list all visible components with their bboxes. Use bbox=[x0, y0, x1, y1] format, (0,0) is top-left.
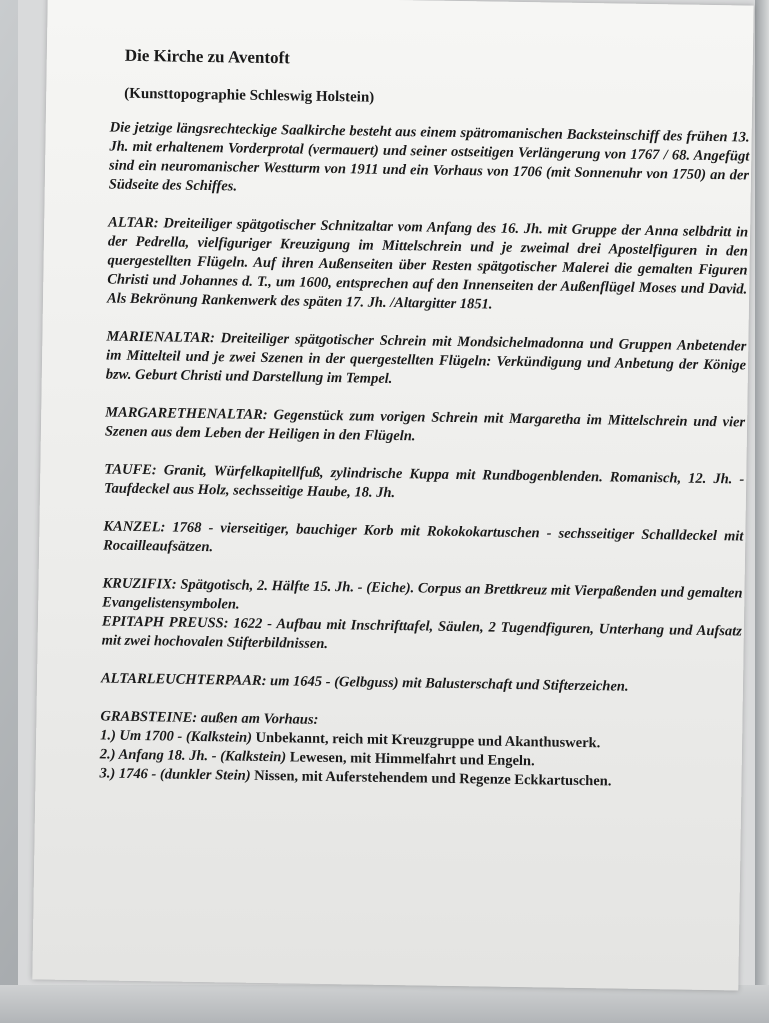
grabsteine-section bbox=[99, 707, 740, 793]
kanzel-paragraph: KANZEL: 1768 - vierseitiger, bauchiger Korb mit Rokokokartuschen - sechsseitiger Schalldeckel mit Rocailleaufsätzen. bbox=[103, 518, 744, 556]
grabstein-item-2-text: Lewesen, mit Himmelfahrt und Engeln. bbox=[286, 749, 535, 770]
marienaltar-paragraph: MARIENALTAR: Dreiteiliger spätgotischer Schrein mit Mondsichelmadonna und Gruppen Anbetender im Mittelteil und je zwei Szenen in der quergestellten Flügeln: Verkündigung und Anbetung der Könige bzw. Geburt Christi und Darstellung im Tempel. bbox=[105, 328, 747, 387]
taufe-paragraph: TAUFE: Granit, Würfelkapitellfuß, zylindrische Kuppa mit Rundbogenblenden. Romanisch, 12. Jh. - Taufdeckel aus Holz, sechsseitige Haube, 18. Jh. bbox=[103, 461, 745, 502]
intro-paragraph: Die jetzige längsrechteckige Saalkirche besteht aus einem spätromanischen Backsteinschiff des frühen 13. Jh. mit erhaltenem Vorderprotal (vermauert) und seiner ostseitigen Verlängerung von 1767 / 68. Angefügt sind ein neuromanischer Westturm von 1911 und ein Vorhaus von 1706 (mit Sonnenuhr von 1750) an der Südseite des Schiffes. bbox=[108, 119, 750, 195]
altarleuchter-paragraph: ALTARLEUCHTERPAAR: um 1645 - (Gelbguss) mit Balusterschaft und Stifterzeichen. bbox=[100, 670, 629, 695]
frame-right-edge bbox=[755, 0, 769, 1023]
margarethenaltar-paragraph: MARGARETHENALTAR: Gegenstück zum vorigen Schrein mit Margaretha im Mittelschrein und vier Szenen aus dem Leben der Heiligen in den Flügeln. bbox=[104, 404, 746, 445]
grabsteine-heading: GRABSTEINE: außen am Vorhaus: bbox=[100, 708, 319, 728]
grabstein-item-3-date: 3.) 1746 - (dunkler Stein) bbox=[99, 765, 251, 784]
grabstein-item-1-date: 1.) Um 1700 - (Kalkstein) bbox=[100, 727, 253, 746]
grabstein-item-3-text: Nissen, mit Auferstehendem und Regenze Eckkartuschen. bbox=[250, 767, 612, 790]
grabstein-item-1-text: Unbekannt, reich mit Kreuzgruppe und Akanthuswerk. bbox=[251, 729, 601, 752]
epitaph-paragraph: EPITAPH PREUSS: 1622 - Aufbau mit Inschrifttafel, Säulen, 2 Tugendfiguren, Unterhang und Aufsatz mit zwei hochovalen Stifterbildnissen. bbox=[101, 613, 742, 652]
grabstein-item-2-date: 2.) Anfang 18. Jh. - (Kalkstein) bbox=[99, 746, 287, 766]
altar-paragraph: ALTAR: Dreiteiliger spätgotischer Schnitzaltar vom Anfang des 16. Jh. mit Gruppe der Anna selbdritt in der Pedrella, vielfiguriger Kreuzigung im Mittelschrein und je zweimal drei Apostelfiguren in den quergestellten Flügeln. Auf ihren Außenseiten über Resten spätgotischer Malerei die gemalten Figuren Christi und Johannes d. T., um 1600, entsprechen auf den Innenseiten der Außenflügel Moses und David. Als Bekrönung Rankenwerk des späten 17. Jh. /Altargitter 1851. bbox=[106, 214, 749, 313]
kruzifix-epitaph-block bbox=[101, 574, 742, 660]
document-content bbox=[99, 46, 751, 794]
document-title: Die Kirche zu Aventoft bbox=[124, 45, 291, 68]
document-subtitle: (Kunsttopographie Schleswig Holstein) bbox=[124, 85, 375, 106]
kruzifix-paragraph: KRUZIFIX: Spätgotisch, 2. Hälfte 15. Jh. - (Eiche). Corpus an Brettkreuz mit Vierpaßenden und gemalten Evangelistensymbolen. bbox=[102, 575, 743, 613]
document-sheet bbox=[32, 0, 753, 990]
frame-bottom-edge bbox=[0, 985, 769, 1023]
